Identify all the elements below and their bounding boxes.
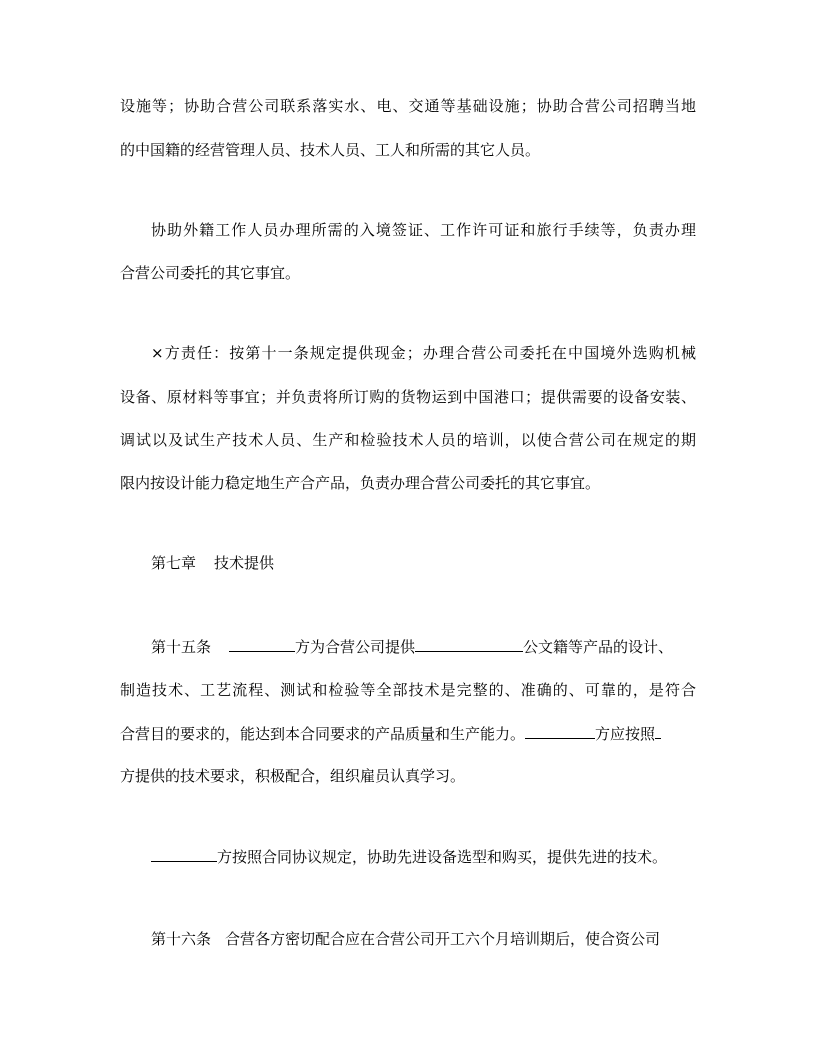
blank-line [229,636,295,652]
paragraph-line: 制造技术、工艺流程、测试和检验等全部技术是完整的、准确的、可靠的，是符合 [120,681,696,699]
text-segment: 公文籍等产品的设计、 [523,638,674,656]
chapter-number: 第七章 [151,554,197,572]
paragraph-line [120,723,696,744]
chapter-heading [151,553,696,573]
paragraph-line [151,846,696,867]
paragraph-line: 限内按设计能力稳定地生产合产品，负责办理合营公司委托的其它事宜。 [120,474,601,492]
text-segment: 方为合营公司提供 [295,638,416,656]
paragraph-line: ×方责任：按第十一条规定提供现金；办理合营公司委托在中国境外选购机械 [151,344,696,362]
chapter-title: 技术提供 [214,554,275,572]
text-segment: 合营各方密切配合应在合营公司开工六个月培训期后，使合资公司 [225,930,661,948]
text-segment: 方应按照 [595,725,656,743]
blank-line [525,723,595,739]
paragraph-line: 合营公司委托的其它事宜。 [120,264,301,282]
article-number: 第十五条 [151,638,212,656]
paragraph-line: 调试以及试生产技术人员、生产和检验技术人员的培训，以使合营公司在规定的期 [120,431,696,449]
blank-line [151,846,217,862]
article-number: 第十六条 [151,930,212,948]
paragraph-line: 协助外籍工作人员办理所需的入境签证、工作许可证和旅行手续等，负责办理 [151,221,696,239]
article-16-line [151,929,696,949]
paragraph-line: 设施等；协助合营公司联系落实水、电、交通等基础设施；协助合营公司招聘当地 [120,97,696,115]
blank-line [415,636,523,652]
paragraph-line: 方提供的技术要求，积极配合，组织雇员认真学习。 [120,767,466,785]
paragraph-line: 的中国籍的经营管理人员、技术人员、工人和所需的其它人员。 [120,141,541,159]
text-segment: 合营目的要求的，能达到本合同要求的产品质量和生产能力。 [120,725,526,743]
article-15-line [151,636,696,657]
text-segment: 方按照合同协议规定，协助先进设备选型和购买，提供先进的技术。 [217,848,668,866]
paragraph-line: 设备、原材料等事宜；并负责将所订购的货物运到中国港口；提供需要的设备安装、 [120,388,696,406]
blank-line [655,723,661,739]
